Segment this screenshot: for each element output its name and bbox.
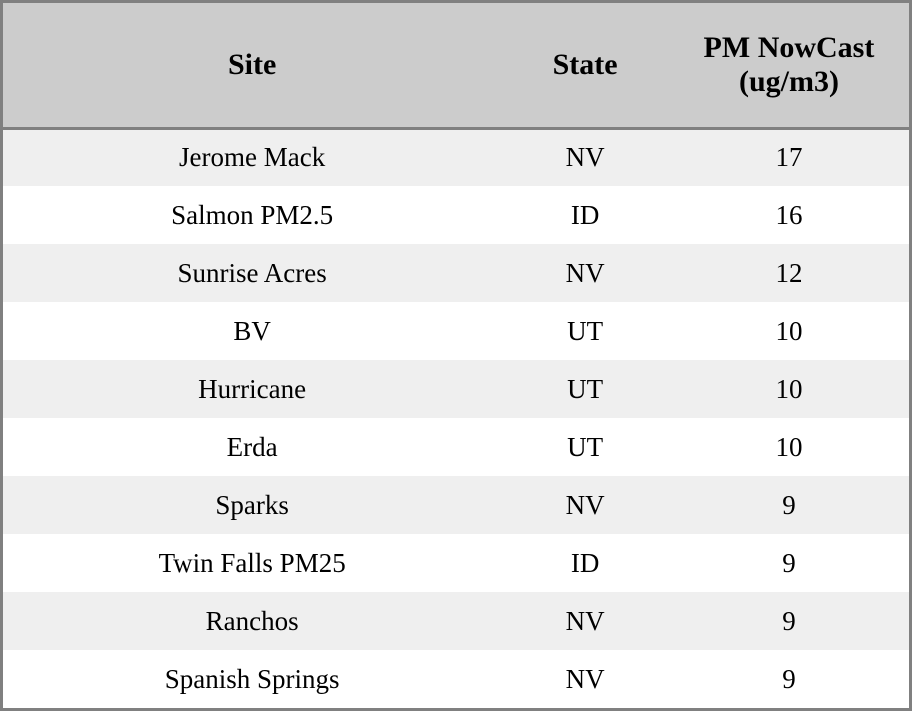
cell-site: BV: [3, 302, 501, 360]
cell-pm-nowcast: 12: [669, 244, 909, 302]
cell-state: NV: [501, 592, 669, 650]
cell-state: UT: [501, 418, 669, 476]
table-header-row: [3, 3, 909, 128]
cell-pm-nowcast: 10: [669, 302, 909, 360]
table-row: [3, 534, 909, 592]
table-row: [3, 476, 909, 534]
cell-state: NV: [501, 476, 669, 534]
cell-pm-nowcast: 16: [669, 186, 909, 244]
cell-state: NV: [501, 650, 669, 708]
table-row: [3, 302, 909, 360]
cell-state: UT: [501, 302, 669, 360]
cell-state: NV: [501, 244, 669, 302]
cell-site: Ranchos: [3, 592, 501, 650]
cell-site: Salmon PM2.5: [3, 186, 501, 244]
cell-state: ID: [501, 186, 669, 244]
table-body: [3, 128, 909, 708]
cell-pm-nowcast: 10: [669, 418, 909, 476]
cell-pm-nowcast: 9: [669, 476, 909, 534]
cell-site: Erda: [3, 418, 501, 476]
air-quality-table: [3, 3, 909, 708]
cell-state: NV: [501, 128, 669, 186]
table-row: [3, 360, 909, 418]
cell-pm-nowcast: 17: [669, 128, 909, 186]
cell-pm-nowcast: 9: [669, 534, 909, 592]
column-header-site: Site: [3, 3, 501, 128]
cell-state: ID: [501, 534, 669, 592]
cell-site: Hurricane: [3, 360, 501, 418]
cell-state: UT: [501, 360, 669, 418]
cell-pm-nowcast: 9: [669, 592, 909, 650]
column-header-pm-nowcast: PM NowCast (ug/m3): [669, 3, 909, 128]
table-row: [3, 592, 909, 650]
cell-pm-nowcast: 9: [669, 650, 909, 708]
cell-site: Spanish Springs: [3, 650, 501, 708]
cell-pm-nowcast: 10: [669, 360, 909, 418]
table-row: [3, 650, 909, 708]
cell-site: Twin Falls PM25: [3, 534, 501, 592]
table-header: [3, 3, 909, 128]
cell-site: Sunrise Acres: [3, 244, 501, 302]
cell-site: Sparks: [3, 476, 501, 534]
column-header-state: State: [501, 3, 669, 128]
table-row: [3, 128, 909, 186]
table-row: [3, 186, 909, 244]
cell-site: Jerome Mack: [3, 128, 501, 186]
table-row: [3, 244, 909, 302]
table-row: [3, 418, 909, 476]
